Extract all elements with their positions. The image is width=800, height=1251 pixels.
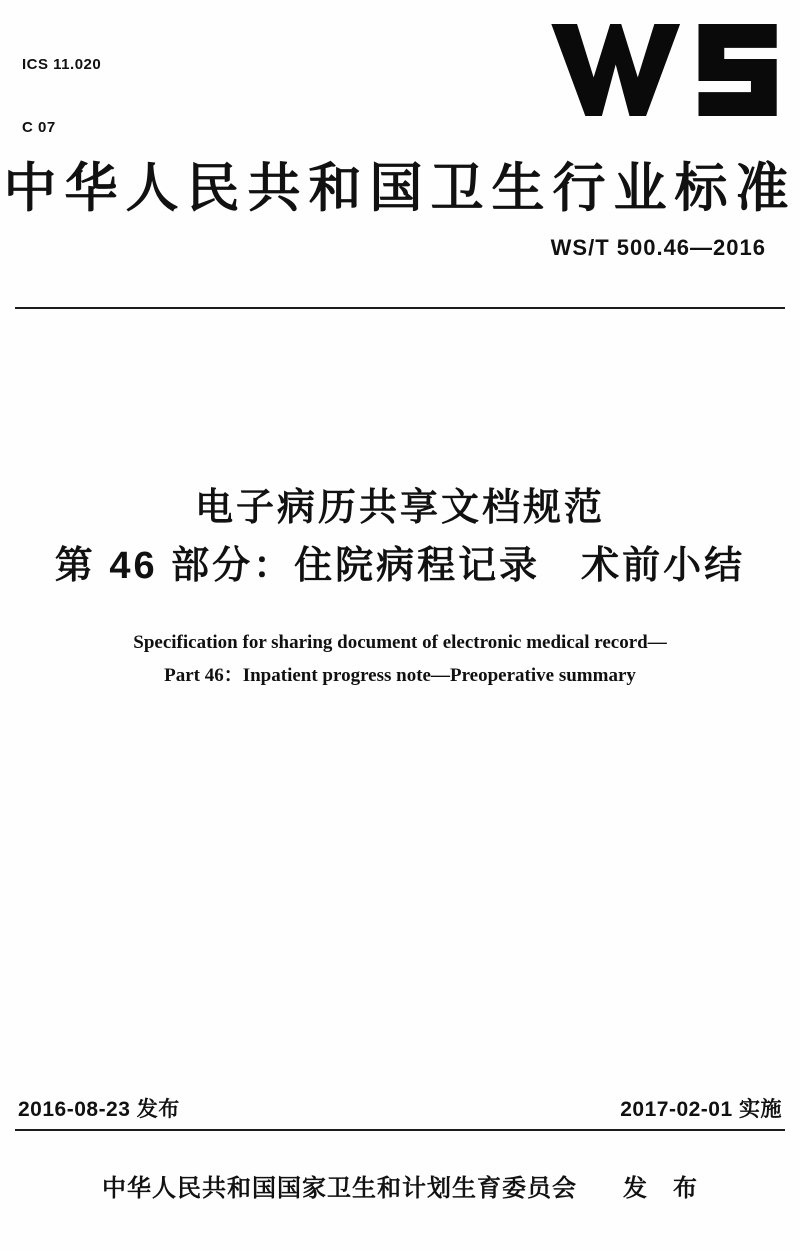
document-title-cn	[0, 479, 800, 595]
dates-row	[18, 1093, 782, 1123]
issuer-row	[0, 1168, 800, 1203]
standard-number: WS/T 500.46—2016	[550, 235, 766, 260]
document-title-cn-line1: 电子病历共享文档规范	[194, 487, 605, 529]
document-title-en	[0, 626, 800, 692]
document-title-cn-line2: 第 46 部分：住院病程记录 术前小结	[54, 545, 746, 587]
ws-logo-icon	[545, 24, 783, 116]
implementation-date: 2017-02-01 实施	[620, 1098, 782, 1121]
document-title-en-line2: Part 46：Inpatient progress note—Preoperative summary	[164, 665, 636, 686]
class-code: C 07	[22, 119, 56, 136]
issuer-name: 中华人民共和国国家卫生和计划生育委员会	[102, 1175, 577, 1202]
issue-date: 2016-08-23 发布	[18, 1098, 180, 1121]
page-title: 中华人民共和国卫生行业标准	[3, 159, 797, 218]
ics-code: ICS 11.020	[22, 56, 102, 73]
publish-label: 发 布	[623, 1175, 698, 1202]
bottom-divider	[15, 1129, 785, 1131]
top-divider	[15, 307, 785, 309]
document-title-en-line1: Specification for sharing document of electronic medical record—	[133, 632, 667, 653]
